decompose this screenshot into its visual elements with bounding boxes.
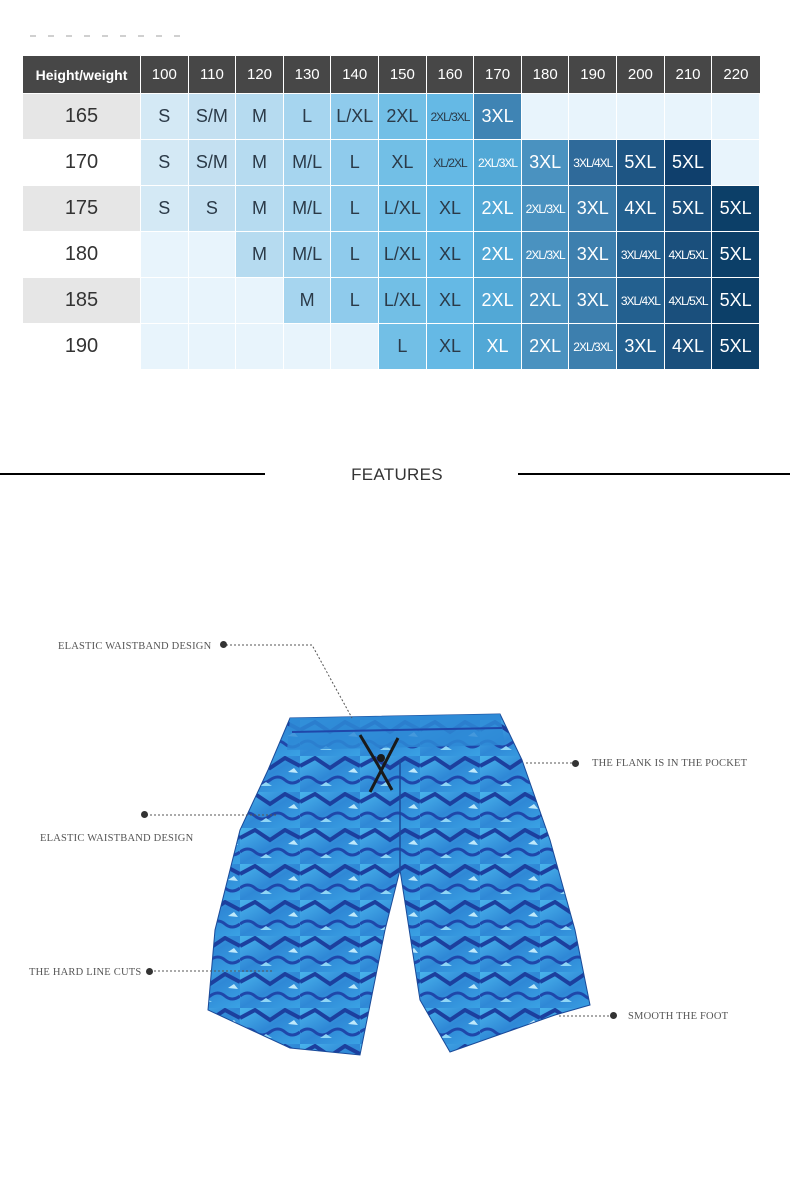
callout-dot-foot: [610, 1012, 617, 1019]
size-cell: 2XL/3XL: [521, 186, 569, 232]
weight-header: 190: [569, 56, 617, 94]
size-cell: 2XL/3XL: [426, 94, 474, 140]
size-cell: M: [236, 140, 284, 186]
callout-hard-line-cuts: THE HARD LINE CUTS: [29, 967, 142, 978]
size-cell: M/L: [283, 140, 331, 186]
callout-elastic-waistband-top: ELASTIC WAISTBAND DESIGN: [58, 641, 212, 652]
size-cell: 3XL/4XL: [569, 140, 617, 186]
size-cell: 2XL: [474, 232, 522, 278]
size-cell: 2XL: [521, 324, 569, 370]
size-cell: 2XL/3XL: [569, 324, 617, 370]
weight-header: 160: [426, 56, 474, 94]
size-cell: 2XL: [521, 278, 569, 324]
size-cell: S/M: [188, 94, 236, 140]
size-cell: M: [236, 94, 284, 140]
size-cell: M: [236, 186, 284, 232]
size-cell: L: [331, 278, 379, 324]
height-cell: 190: [23, 324, 141, 370]
callout-dot-line-cuts: [146, 968, 153, 975]
size-cell: 5XL: [664, 186, 712, 232]
size-cell: M: [236, 232, 284, 278]
size-cell: 4XL/5XL: [664, 278, 712, 324]
size-cell: 2XL/3XL: [521, 232, 569, 278]
size-cell: M/L: [283, 186, 331, 232]
shorts-image: [208, 714, 590, 1055]
size-cell: 5XL: [617, 140, 665, 186]
weight-header: 170: [474, 56, 522, 94]
size-cell: 3XL: [569, 278, 617, 324]
weight-header: 120: [236, 56, 284, 94]
weight-header: 110: [188, 56, 236, 94]
size-cell: S/M: [188, 140, 236, 186]
size-cell: M/L: [283, 232, 331, 278]
size-cell: 5XL: [712, 278, 760, 324]
height-cell: 170: [23, 140, 141, 186]
weight-header: 200: [617, 56, 665, 94]
callout-dot-waistband-left: [141, 811, 148, 818]
size-cell: L/XL: [379, 186, 427, 232]
size-cell: S: [141, 186, 189, 232]
size-cell: 5XL: [712, 324, 760, 370]
size-cell: M: [283, 278, 331, 324]
size-cell: 5XL: [664, 140, 712, 186]
height-cell: 175: [23, 186, 141, 232]
size-cell: 2XL/3XL: [474, 140, 522, 186]
weight-header: 130: [283, 56, 331, 94]
weight-header: 140: [331, 56, 379, 94]
size-cell: 3XL/4XL: [617, 232, 665, 278]
size-cell: 4XL/5XL: [664, 232, 712, 278]
size-cell: L/XL: [379, 278, 427, 324]
size-cell: XL: [426, 232, 474, 278]
size-cell: XL: [379, 140, 427, 186]
size-cell: 2XL: [379, 94, 427, 140]
size-cell: XL: [426, 186, 474, 232]
size-cell: 3XL: [474, 94, 522, 140]
size-cell: L: [379, 324, 427, 370]
size-cell: L/XL: [379, 232, 427, 278]
size-cell: 3XL: [569, 232, 617, 278]
callout-dot-waistband-top: [220, 641, 227, 648]
size-cell: L: [283, 94, 331, 140]
size-cell: XL: [426, 324, 474, 370]
size-cell: 2XL: [474, 278, 522, 324]
height-cell: 180: [23, 232, 141, 278]
weight-header: 100: [141, 56, 189, 94]
callout-flank-pocket: THE FLANK IS IN THE POCKET: [592, 758, 748, 769]
weight-header: 180: [521, 56, 569, 94]
height-cell: 165: [23, 94, 141, 140]
size-cell: XL/2XL: [426, 140, 474, 186]
callout-smooth-foot: SMOOTH THE FOOT: [628, 1011, 729, 1022]
weight-header: 210: [664, 56, 712, 94]
size-cell: S: [188, 186, 236, 232]
features-title: FEATURES: [351, 465, 443, 484]
callout-elastic-waistband-left: ELASTIC WAISTBAND DESIGN: [40, 833, 194, 844]
size-cell: 2XL: [474, 186, 522, 232]
size-cell: 4XL: [664, 324, 712, 370]
size-cell: 5XL: [712, 232, 760, 278]
size-cell: L: [331, 140, 379, 186]
size-cell: XL: [426, 278, 474, 324]
size-cell: L: [331, 232, 379, 278]
size-cell: 3XL: [569, 186, 617, 232]
callout-dot-pocket: [572, 760, 579, 767]
height-cell: 185: [23, 278, 141, 324]
size-cell: L/XL: [331, 94, 379, 140]
size-cell: S: [141, 94, 189, 140]
weight-header: 150: [379, 56, 427, 94]
size-cell: 4XL: [617, 186, 665, 232]
size-cell: 3XL: [617, 324, 665, 370]
size-cell: 5XL: [712, 186, 760, 232]
size-cell: 3XL: [521, 140, 569, 186]
size-cell: S: [141, 140, 189, 186]
size-cell: L: [331, 186, 379, 232]
height-weight-header: Height/weight: [23, 56, 141, 94]
weight-header: 220: [712, 56, 760, 94]
size-cell: 3XL/4XL: [617, 278, 665, 324]
size-cell: XL: [474, 324, 522, 370]
